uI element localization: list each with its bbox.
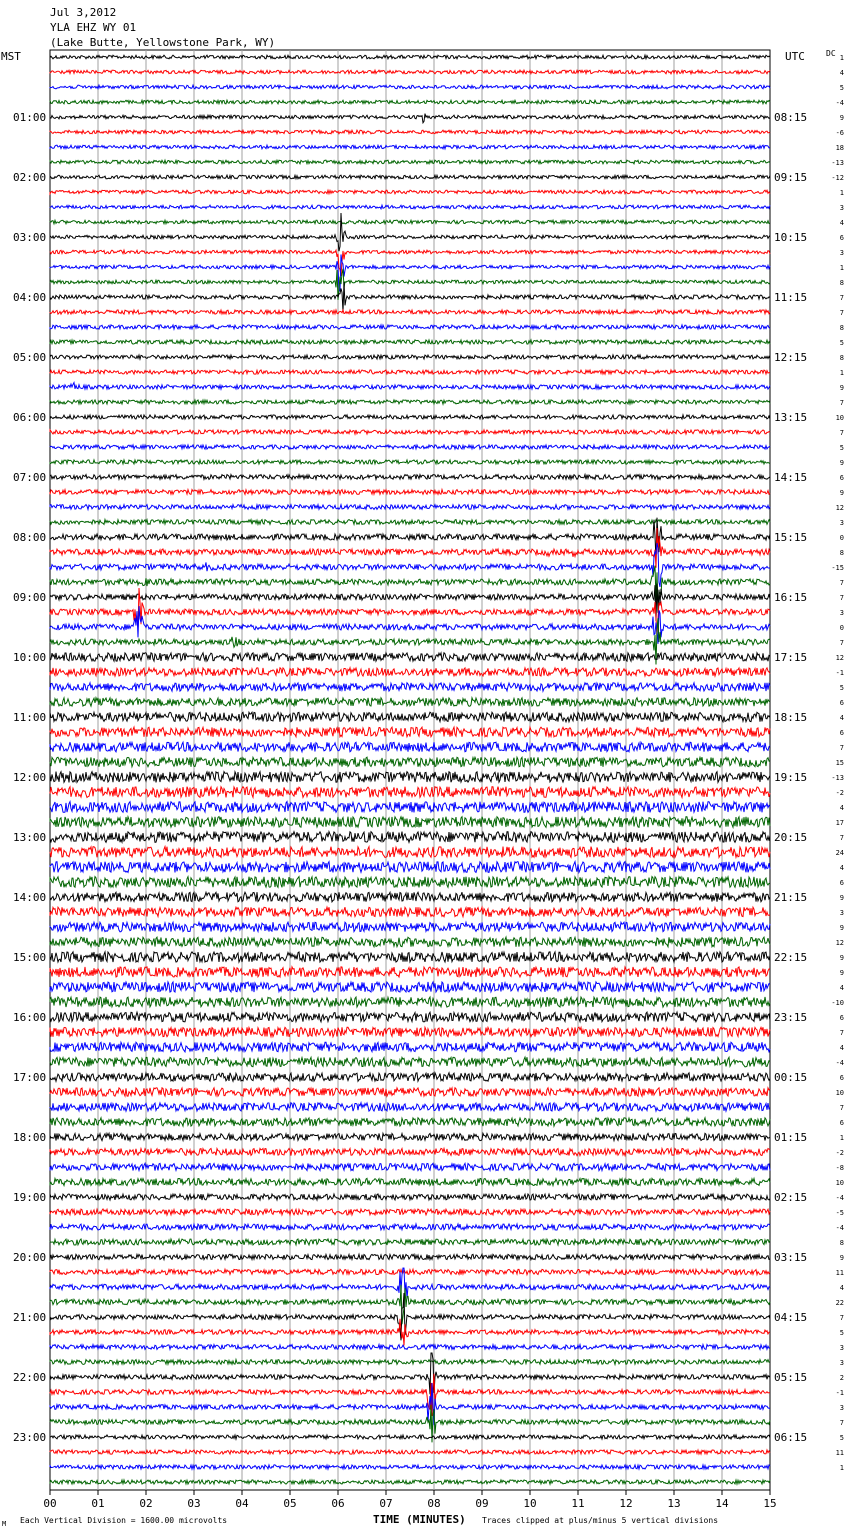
mst-hour-label: 08:00: [13, 531, 47, 544]
seismic-trace: [50, 683, 770, 691]
seismic-trace: [50, 55, 770, 59]
mst-hour-label: 06:00: [13, 411, 47, 424]
seismic-trace: [50, 1383, 770, 1425]
utc-hour-label: 21:15: [774, 891, 808, 904]
utc-hour-label: 04:15: [774, 1311, 808, 1324]
seismic-trace: [50, 877, 770, 888]
seismic-trace: [50, 742, 770, 752]
x-tick-label: 12: [619, 1497, 633, 1510]
utc-hour-labels: [774, 111, 807, 1444]
dc-offset-label: 3: [839, 249, 844, 257]
mst-hour-label: 14:00: [13, 891, 47, 904]
dc-offset-label: 8: [839, 279, 844, 287]
seismic-trace: [50, 1345, 770, 1350]
dc-offset-label: 0: [839, 534, 844, 542]
seismic-trace: [50, 922, 770, 932]
seismic-trace: [50, 997, 770, 1007]
seismic-trace: [50, 490, 770, 495]
dc-offset-label: 6: [839, 1119, 844, 1127]
x-axis-title: TIME (MINUTES): [373, 1513, 466, 1526]
seismic-trace: [50, 817, 770, 828]
seismic-trace: [50, 1178, 770, 1185]
dc-offset-label: 8: [839, 324, 844, 332]
mst-hour-label: 16:00: [13, 1011, 47, 1024]
dc-offset-label: 3: [839, 519, 844, 527]
dc-offset-label: 5: [839, 444, 844, 452]
utc-hour-label: 03:15: [774, 1251, 808, 1264]
seismic-trace: [50, 460, 770, 464]
dc-offset-label: 3: [839, 204, 844, 212]
seismic-trace: [50, 175, 770, 179]
dc-offset-label: 11: [835, 1269, 844, 1277]
utc-hour-label: 12:15: [774, 351, 808, 364]
dc-offset-label: 6: [839, 729, 844, 737]
x-tick-label: 06: [331, 1497, 345, 1510]
mst-hour-label: 23:00: [13, 1431, 47, 1444]
dc-offset-label: 12: [835, 654, 844, 662]
dc-offset-label: 4: [839, 219, 844, 227]
seismic-trace: [50, 355, 770, 359]
corner-mark: M: [2, 1520, 7, 1528]
utc-hour-label: 09:15: [774, 171, 808, 184]
seismic-trace: [50, 1285, 770, 1324]
dc-offset-label: 7: [839, 1104, 844, 1112]
mst-hour-label: 19:00: [13, 1191, 47, 1204]
utc-hour-label: 08:15: [774, 111, 808, 124]
seismic-trace: [50, 787, 770, 798]
dc-offset-label: 6: [839, 474, 844, 482]
dc-offset-label: 1: [839, 1134, 844, 1142]
seismic-trace: [50, 1319, 770, 1346]
dc-offset-label: -8: [835, 1164, 844, 1172]
dc-offset-label: -2: [835, 789, 844, 797]
dc-offset-label: 4: [839, 864, 844, 872]
mst-hour-label: 11:00: [13, 711, 47, 724]
x-tick-label: 01: [91, 1497, 105, 1510]
seismic-trace: [50, 430, 770, 434]
seismic-trace: [50, 1012, 770, 1022]
mst-axis-label: MST: [1, 50, 21, 63]
utc-hour-label: 14:15: [774, 471, 808, 484]
dc-offset-label: 15: [835, 759, 844, 767]
dc-offset-label: -13: [831, 774, 844, 782]
seismic-trace: [50, 370, 770, 374]
dc-offset-label: -1: [835, 1389, 844, 1397]
dc-offset-label: 6: [839, 1074, 844, 1082]
dc-offset-label: 4: [839, 984, 844, 992]
dc-offset-label: 4: [839, 1044, 844, 1052]
seismic-trace: [50, 1103, 770, 1111]
x-tick-label: 08: [427, 1497, 441, 1510]
seismic-trace: [50, 400, 770, 404]
seismic-trace: [50, 475, 770, 480]
x-tick-label: 09: [475, 1497, 489, 1510]
seismic-trace: [50, 310, 770, 314]
mst-hour-label: 13:00: [13, 831, 47, 844]
dc-offset-label: -15: [831, 564, 844, 572]
seismic-trace: [50, 213, 770, 251]
seismic-trace: [50, 160, 770, 164]
dc-offset-labels: [831, 54, 844, 1472]
utc-hour-label: 05:15: [774, 1371, 808, 1384]
station-label: YLA EHZ WY 01: [50, 21, 137, 34]
seismic-trace: [50, 1254, 770, 1259]
dc-offset-label: 1: [839, 1464, 844, 1472]
dc-offset-label: 10: [835, 1089, 844, 1097]
utc-hour-label: 01:15: [774, 1131, 808, 1144]
mst-hour-label: 22:00: [13, 1371, 47, 1384]
x-axis-ticks: [43, 1490, 776, 1510]
utc-axis-label: UTC: [785, 50, 805, 63]
seismic-trace: [50, 1042, 770, 1052]
utc-hour-label: 18:15: [774, 711, 808, 724]
utc-hour-label: 15:15: [774, 531, 808, 544]
x-tick-label: 07: [379, 1497, 393, 1510]
seismic-trace: [50, 1133, 770, 1140]
seismic-trace: [50, 269, 770, 300]
mst-hour-label: 21:00: [13, 1311, 47, 1324]
dc-offset-label: 3: [839, 1404, 844, 1412]
x-tick-label: 02: [139, 1497, 153, 1510]
mst-hour-label: 01:00: [13, 111, 47, 124]
utc-hour-label: 23:15: [774, 1011, 808, 1024]
seismic-trace: [50, 114, 770, 123]
seismic-trace: [50, 653, 770, 661]
mst-hour-label: 10:00: [13, 651, 47, 664]
seismic-trace: [50, 907, 770, 917]
seismic-trace: [50, 1353, 770, 1394]
mst-hour-label: 07:00: [13, 471, 47, 484]
dc-offset-label: 18: [835, 144, 844, 152]
dc-offset-label: 9: [839, 384, 844, 392]
utc-hour-label: 00:15: [774, 1071, 808, 1084]
dc-offset-label: 9: [839, 924, 844, 932]
utc-hour-label: 06:15: [774, 1431, 808, 1444]
seismic-trace: [50, 282, 770, 312]
seismic-trace: [50, 70, 770, 74]
dc-offset-label: 7: [839, 834, 844, 842]
dc-offset-label: 4: [839, 714, 844, 722]
dc-offset-label: 5: [839, 684, 844, 692]
dc-offset-label: 9: [839, 969, 844, 977]
location-label: (Lake Butte, Yellowstone Park, WY): [50, 36, 276, 49]
utc-hour-label: 02:15: [774, 1191, 808, 1204]
utc-hour-label: 11:15: [774, 291, 808, 304]
dc-offset-label: 22: [835, 1299, 844, 1307]
dc-offset-label: -4: [835, 99, 844, 107]
dc-offset-label: 12: [835, 939, 844, 947]
dc-offset-label: 5: [839, 339, 844, 347]
seismic-trace: [50, 584, 770, 622]
dc-offset-label: 8: [839, 1239, 844, 1247]
dc-offset-label: 7: [839, 594, 844, 602]
dc-offset-label: 7: [839, 579, 844, 587]
dc-offset-label: 7: [839, 294, 844, 302]
seismic-trace: [50, 712, 770, 722]
dc-offset-label: -6: [835, 129, 844, 137]
dc-offset-label: 9: [839, 894, 844, 902]
utc-hour-label: 19:15: [774, 771, 808, 784]
clip-note: Traces clipped at plus/minus 5 vertical divisions: [482, 1516, 719, 1525]
seismic-trace: [50, 892, 770, 902]
seismic-trace: [50, 383, 770, 390]
dc-offset-label: 8: [839, 549, 844, 557]
seismic-trace: [50, 1148, 770, 1155]
mst-hour-label: 12:00: [13, 771, 47, 784]
seismic-trace: [50, 1465, 770, 1469]
dc-offset-label: 4: [839, 69, 844, 77]
utc-hour-label: 17:15: [774, 651, 808, 664]
dc-offset-label: 7: [839, 399, 844, 407]
dc-offset-label: 1: [839, 369, 844, 377]
dc-offset-label: 7: [839, 1314, 844, 1322]
x-tick-label: 00: [43, 1497, 57, 1510]
dc-offset-label: 8: [839, 354, 844, 362]
seismic-trace: [50, 505, 770, 510]
dc-offset-label: -4: [835, 1224, 844, 1232]
dc-offset-label: 7: [839, 1029, 844, 1037]
x-tick-label: 10: [523, 1497, 537, 1510]
dc-offset-label: 1: [839, 264, 844, 272]
mst-hour-labels: [13, 111, 46, 1444]
seismic-trace: [50, 1239, 770, 1245]
mst-hour-label: 03:00: [13, 231, 47, 244]
utc-hour-label: 22:15: [774, 951, 808, 964]
seismic-trace: [50, 1194, 770, 1200]
seismic-trace: [50, 1088, 770, 1096]
dc-offset-label: 5: [839, 1329, 844, 1337]
x-tick-label: 14: [715, 1497, 729, 1510]
dc-offset-label: 6: [839, 234, 844, 242]
dc-offset-label: 10: [835, 414, 844, 422]
mst-hour-label: 17:00: [13, 1071, 47, 1084]
dc-offset-label: 5: [839, 84, 844, 92]
seismic-trace: [50, 1073, 770, 1081]
seismic-trace: [50, 847, 770, 858]
dc-offset-label: 3: [839, 909, 844, 917]
dc-offset-label: 9: [839, 459, 844, 467]
seismic-trace: [50, 1209, 770, 1215]
dc-offset-label: 7: [839, 744, 844, 752]
seismic-trace: [50, 340, 770, 344]
seismic-trace: [50, 100, 770, 104]
seismic-trace: [50, 1057, 770, 1067]
dc-offset-label: -4: [835, 1194, 844, 1202]
seismic-trace: [50, 325, 770, 329]
dc-offset-label: 4: [839, 1284, 844, 1292]
dc-offset-label: 9: [839, 1254, 844, 1262]
dc-offset-label: 1: [839, 54, 844, 62]
seismic-trace: [50, 1435, 770, 1439]
utc-hour-label: 10:15: [774, 231, 808, 244]
dc-offset-label: -10: [831, 999, 844, 1007]
seismic-trace: [50, 1360, 770, 1365]
seismic-trace: [50, 1269, 770, 1274]
mst-hour-label: 18:00: [13, 1131, 47, 1144]
dc-offset-label: 1: [839, 189, 844, 197]
dc-offset-label: 17: [835, 819, 844, 827]
dc-offset-label: 24: [835, 849, 844, 857]
dc-offset-label: -4: [835, 1059, 844, 1067]
seismic-trace: [50, 937, 770, 947]
x-tick-label: 05: [283, 1497, 297, 1510]
x-tick-label: 15: [763, 1497, 777, 1510]
mst-hour-label: 02:00: [13, 171, 47, 184]
dc-offset-label: 4: [839, 804, 844, 812]
x-tick-label: 11: [571, 1497, 585, 1510]
seismic-trace: [50, 415, 770, 419]
dc-offset-label: 6: [839, 879, 844, 887]
dc-offset-label: 7: [839, 309, 844, 317]
seismic-trace: [50, 952, 770, 962]
seismic-trace: [50, 1480, 770, 1484]
seismic-trace: [50, 772, 770, 783]
dc-offset-label: 7: [839, 1419, 844, 1427]
seismic-trace: [50, 220, 770, 224]
dc-offset-label: -1: [835, 669, 844, 677]
seismic-trace: [50, 130, 770, 134]
seismic-trace: [50, 1027, 770, 1037]
dc-offset-label: 0: [839, 624, 844, 632]
x-tick-label: 13: [667, 1497, 681, 1510]
dc-offset-label: 3: [839, 1359, 844, 1367]
dc-offset-label: 10: [835, 1179, 844, 1187]
seismic-trace: [50, 250, 770, 276]
dc-offset-label: 7: [839, 639, 844, 647]
x-tick-label: 03: [187, 1497, 201, 1510]
seismic-trace: [50, 255, 770, 292]
seismic-trace: [50, 982, 770, 992]
seismic-trace: [50, 190, 770, 194]
dc-offset-label: 3: [839, 1344, 844, 1352]
scale-note: Each Vertical Division = 1600.00 microvolts: [20, 1516, 228, 1525]
seismic-trace: [50, 727, 770, 737]
dc-offset-label: 9: [839, 114, 844, 122]
dc-offset-label: 5: [839, 1434, 844, 1442]
dc-label: DC: [826, 49, 836, 58]
dc-offset-label: -2: [835, 1149, 844, 1157]
mst-hour-label: 05:00: [13, 351, 47, 364]
seismic-trace: [50, 832, 770, 843]
dc-offset-label: 11: [835, 1449, 844, 1457]
dc-offset-label: 3: [839, 609, 844, 617]
seismic-trace: [50, 757, 770, 767]
dc-offset-label: -5: [835, 1209, 844, 1217]
dc-offset-label: 2: [839, 1374, 844, 1382]
mst-hour-label: 04:00: [13, 291, 47, 304]
utc-hour-label: 20:15: [774, 831, 808, 844]
dc-offset-label: 6: [839, 699, 844, 707]
mst-hour-label: 09:00: [13, 591, 47, 604]
seismic-trace: [50, 698, 770, 706]
seismic-trace: [50, 520, 770, 525]
date-label: Jul 3,2012: [50, 6, 117, 19]
mst-hour-label: 15:00: [13, 951, 47, 964]
trace-group: [50, 55, 770, 1484]
seismic-trace: [50, 862, 770, 873]
x-tick-label: 04: [235, 1497, 249, 1510]
dc-offset-label: 9: [839, 954, 844, 962]
seismic-trace: [50, 1293, 770, 1340]
dc-offset-label: 7: [839, 429, 844, 437]
seismic-trace: [50, 518, 770, 561]
dc-offset-label: 6: [839, 1014, 844, 1022]
seismic-trace: [50, 85, 770, 89]
seismic-trace: [50, 145, 770, 149]
seismic-trace: [50, 967, 770, 977]
seismic-trace: [50, 1450, 770, 1454]
seismic-trace: [50, 1118, 770, 1126]
seismic-trace: [50, 445, 770, 449]
dc-offset-label: 9: [839, 489, 844, 497]
dc-offset-label: -12: [831, 174, 844, 182]
mst-hour-label: 20:00: [13, 1251, 47, 1264]
seismic-trace: [50, 1224, 770, 1230]
dc-offset-label: -13: [831, 159, 844, 167]
seismic-trace: [50, 1163, 770, 1170]
seismic-trace: [50, 205, 770, 209]
dc-offset-label: 12: [835, 504, 844, 512]
seismic-trace: [50, 802, 770, 813]
utc-hour-label: 16:15: [774, 591, 808, 604]
utc-hour-label: 13:15: [774, 411, 808, 424]
seismic-trace: [50, 668, 770, 676]
